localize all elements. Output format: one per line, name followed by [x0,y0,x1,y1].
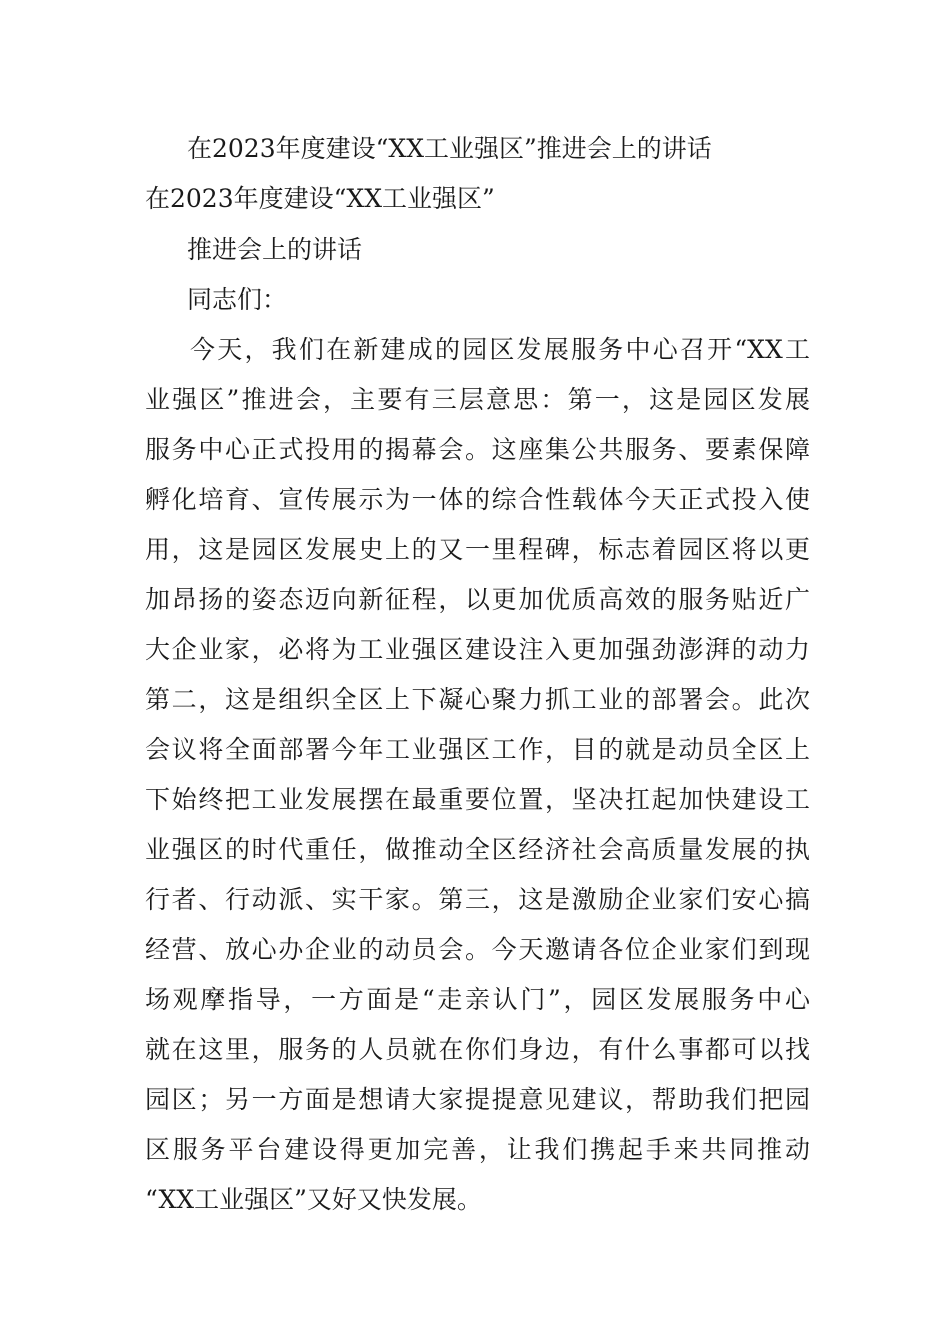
body-line: 下始终把工业发展摆在最重要位置，坚决扛起加快建设工 [145,785,810,814]
body-line: 业强区的时代重任，做推动全区经济社会高质量发展的执 [145,835,810,864]
body-line: 就在这里，服务的人员就在你们身边，有什么事都可以找 [145,1035,810,1064]
body-line: 第二，这是组织全区上下凝心聚力抓工业的部署会。此次 [145,685,810,714]
body-line: 大企业家，必将为工业强区建设注入更加强劲澎湃的动力 [145,635,810,664]
body-line: 用，这是园区发展史上的又一里程碑，标志着园区将以更 [145,535,810,564]
body-line: 孵化培育、宣传展示为一体的综合性载体今天正式投入使 [145,485,810,514]
document-subtitle-line-2: 推进会上的讲话 [187,235,363,264]
body-line: 会议将全面部署今年工业强区工作，目的就是动员全区上 [145,735,810,764]
body-line: 今天，我们在新建成的园区发展服务中心召开“XX工 [190,335,810,364]
body-line: 区服务平台建设得更加完善，让我们携起手来共同推动 [145,1135,810,1164]
body-line: 行者、行动派、实干家。第三，这是激励企业家们安心搞 [145,885,810,914]
body-line: 经营、放心办企业的动员会。今天邀请各位企业家们到现 [145,935,810,964]
body-line: 加昂扬的姿态迈向新征程，以更加优质高效的服务贴近广 [145,585,810,614]
document-subtitle-line-1: 在2023年度建设“XX工业强区” [145,184,495,213]
document-title: 在2023年度建设“XX工业强区”推进会上的讲话 [187,134,712,163]
body-line: 业强区”推进会，主要有三层意思：第一，这是园区发展 [145,385,810,414]
body-line: 园区；另一方面是想请大家提提意见建议，帮助我们把园 [145,1085,810,1114]
body-line: 场观摩指导，一方面是“走亲认门”，园区发展服务中心 [145,985,810,1014]
body-line: 服务中心正式投用的揭幕会。这座集公共服务、要素保障 [145,435,810,464]
salutation: 同志们： [187,285,288,314]
body-line-last: “XX工业强区”又好又快发展。 [145,1185,482,1214]
